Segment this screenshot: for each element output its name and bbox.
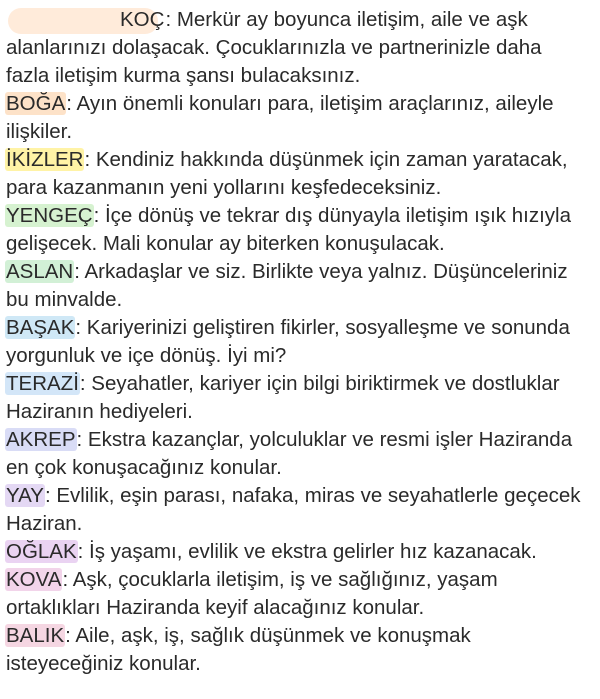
entry-yay bbox=[6, 482, 596, 538]
entry-line: yorgunluk ve içe dönüş. İyi mi? bbox=[6, 344, 287, 367]
entry-line bbox=[6, 258, 596, 286]
entry-kova bbox=[6, 566, 596, 622]
entry-text: : İş yaşamı, evlilik ve ekstra gelirler hız kazanacak. bbox=[77, 540, 537, 563]
entry-basak bbox=[6, 314, 596, 370]
entry-aslan bbox=[6, 258, 596, 314]
entry-line bbox=[6, 538, 596, 566]
entry-oglak bbox=[6, 538, 596, 566]
sign-label: ASLAN bbox=[6, 260, 74, 283]
entry-line bbox=[6, 6, 596, 34]
entry-line: bu minvalde. bbox=[6, 288, 123, 311]
entry-line: gelişecek. Mali konular ay biterken konuşulacak. bbox=[6, 232, 445, 255]
entry-terazi bbox=[6, 370, 596, 426]
sign-label: KOVA bbox=[6, 568, 62, 591]
entry-line bbox=[6, 90, 596, 118]
entry-line: Haziranın hediyeleri. bbox=[6, 400, 193, 423]
sign-label: AKREP bbox=[6, 428, 76, 451]
sign-label: YAY bbox=[6, 484, 44, 507]
sign-label: İKİZLER bbox=[6, 148, 84, 171]
entry-line bbox=[6, 566, 596, 594]
entry-line: para kazanmanın yeni yollarını keşfedeceksiniz. bbox=[6, 176, 442, 199]
entry-line: alanlarınızı dolaşacak. Çocuklarınızla ve partnerinizle daha bbox=[6, 36, 542, 59]
entry-text: : Kendiniz hakkında düşünmek için zaman yaratacak, bbox=[84, 148, 568, 171]
entry-line bbox=[6, 482, 596, 510]
entry-line: isteyeceğiniz konular. bbox=[6, 652, 201, 675]
entry-text: : Ekstra kazançlar, yolculuklar ve resmi işler Haziranda bbox=[76, 428, 573, 451]
entry-line bbox=[6, 314, 596, 342]
entry-line bbox=[6, 370, 596, 398]
entry-line: fazla iletişim kurma şansı bulacaksınız. bbox=[6, 64, 361, 87]
sign-label: YENGEÇ bbox=[6, 204, 93, 227]
entry-text: : Aile, aşk, iş, sağlık düşünmek ve konuşmak bbox=[65, 624, 471, 647]
entry-koc bbox=[6, 6, 596, 90]
entry-text: : Ayın önemli konuları para, iletişim araçlarınız, aileyle bbox=[66, 92, 554, 115]
entry-text: : Seyahatler, kariyer için bilgi biriktirmek ve dostluklar bbox=[79, 372, 560, 395]
entry-line bbox=[6, 202, 596, 230]
entry-boga bbox=[6, 90, 596, 146]
sign-label: KOÇ bbox=[120, 8, 165, 31]
entry-text: : Aşk, çocuklarla iletişim, iş ve sağlığınız, yaşam bbox=[62, 568, 498, 591]
entry-text: : Evlilik, eşin parası, nafaka, miras ve seyahatlerle geçecek bbox=[44, 484, 581, 507]
entry-line: ilişkiler. bbox=[6, 120, 73, 143]
entry-text: : Kariyerinizi geliştiren fikirler, sosyalleşme ve sonunda bbox=[75, 316, 570, 339]
entry-text: : Merkür ay boyunca iletişim, aile ve aşk bbox=[165, 8, 528, 31]
entry-text: : Arkadaşlar ve siz. Birlikte veya yalnız. Düşünceleriniz bbox=[74, 260, 568, 283]
entry-line bbox=[6, 426, 596, 454]
sign-label: OĞLAK bbox=[6, 540, 77, 563]
sign-label: BALIK bbox=[6, 624, 65, 647]
entry-line: en çok konuşacağınız konular. bbox=[6, 456, 282, 479]
entry-balik bbox=[6, 622, 596, 678]
entry-akrep bbox=[6, 426, 596, 482]
entry-line: Haziran. bbox=[6, 512, 83, 535]
sign-label: TERAZİ bbox=[6, 372, 79, 395]
entry-line: ortaklıkları Haziranda keyif alacağınız konular. bbox=[6, 596, 425, 619]
sign-label: BAŞAK bbox=[6, 316, 75, 339]
entry-line bbox=[6, 146, 596, 174]
entry-text: : İçe dönüş ve tekrar dış dünyayla iletişim ışık hızıyla bbox=[93, 204, 571, 227]
entry-line bbox=[6, 622, 596, 650]
entry-yengec bbox=[6, 202, 596, 258]
entry-ikizler bbox=[6, 146, 596, 202]
sign-label: BOĞA bbox=[6, 92, 66, 115]
